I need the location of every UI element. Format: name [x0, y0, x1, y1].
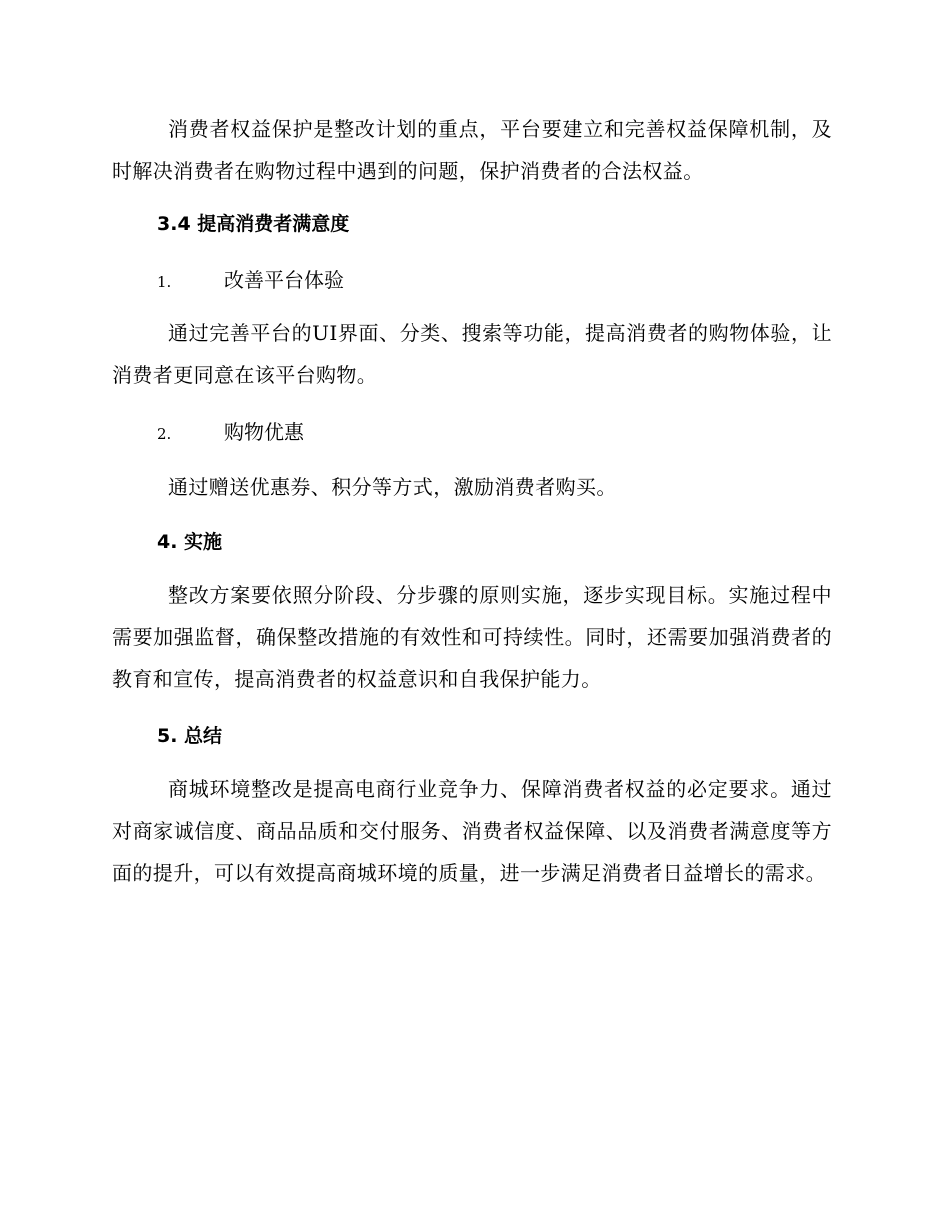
list-label: 改善平台体验 — [224, 268, 344, 292]
paragraph-platform-experience: 通过完善平台的UI界面、分类、搜索等功能，提高消费者的购物体验，让消费者更同意在该平台购物。 — [112, 321, 832, 387]
section-heading-5: 5. 总结 — [157, 725, 223, 747]
list-label: 购物优惠 — [224, 420, 304, 444]
list-item-1 — [157, 266, 344, 296]
section-heading-3-4: 3.4 提高消费者满意度 — [157, 213, 350, 235]
paragraph-implementation: 整改方案要依照分阶段、分步骤的原则实施，逐步实现目标。实施过程中需要加强监督，确保整改措施的有效性和可持续性。同时，还需要加强消费者的教育和宣传，提高消费者的权益意识和自我保护能力。 — [112, 583, 832, 691]
list-number: 2. — [157, 425, 172, 443]
paragraph-shopping-discount: 通过赠送优惠券、积分等方式，激励消费者购买。 — [168, 475, 617, 499]
list-number: 1. — [157, 273, 172, 291]
section-heading-4: 4. 实施 — [157, 531, 223, 553]
paragraph-consumer-rights: 消费者权益保护是整改计划的重点，平台要建立和完善权益保障机制，及时解决消费者在购物过程中遇到的问题，保护消费者的合法权益。 — [112, 117, 832, 183]
paragraph-summary: 商城环境整改是提高电商行业竞争力、保障消费者权益的必定要求。通过对商家诚信度、商品品质和交付服务、消费者权益保障、以及消费者满意度等方面的提升，可以有效提高商城环境的质量，进一步满足消费者日益增长的需求。 — [112, 777, 832, 885]
list-item-2 — [157, 418, 304, 448]
